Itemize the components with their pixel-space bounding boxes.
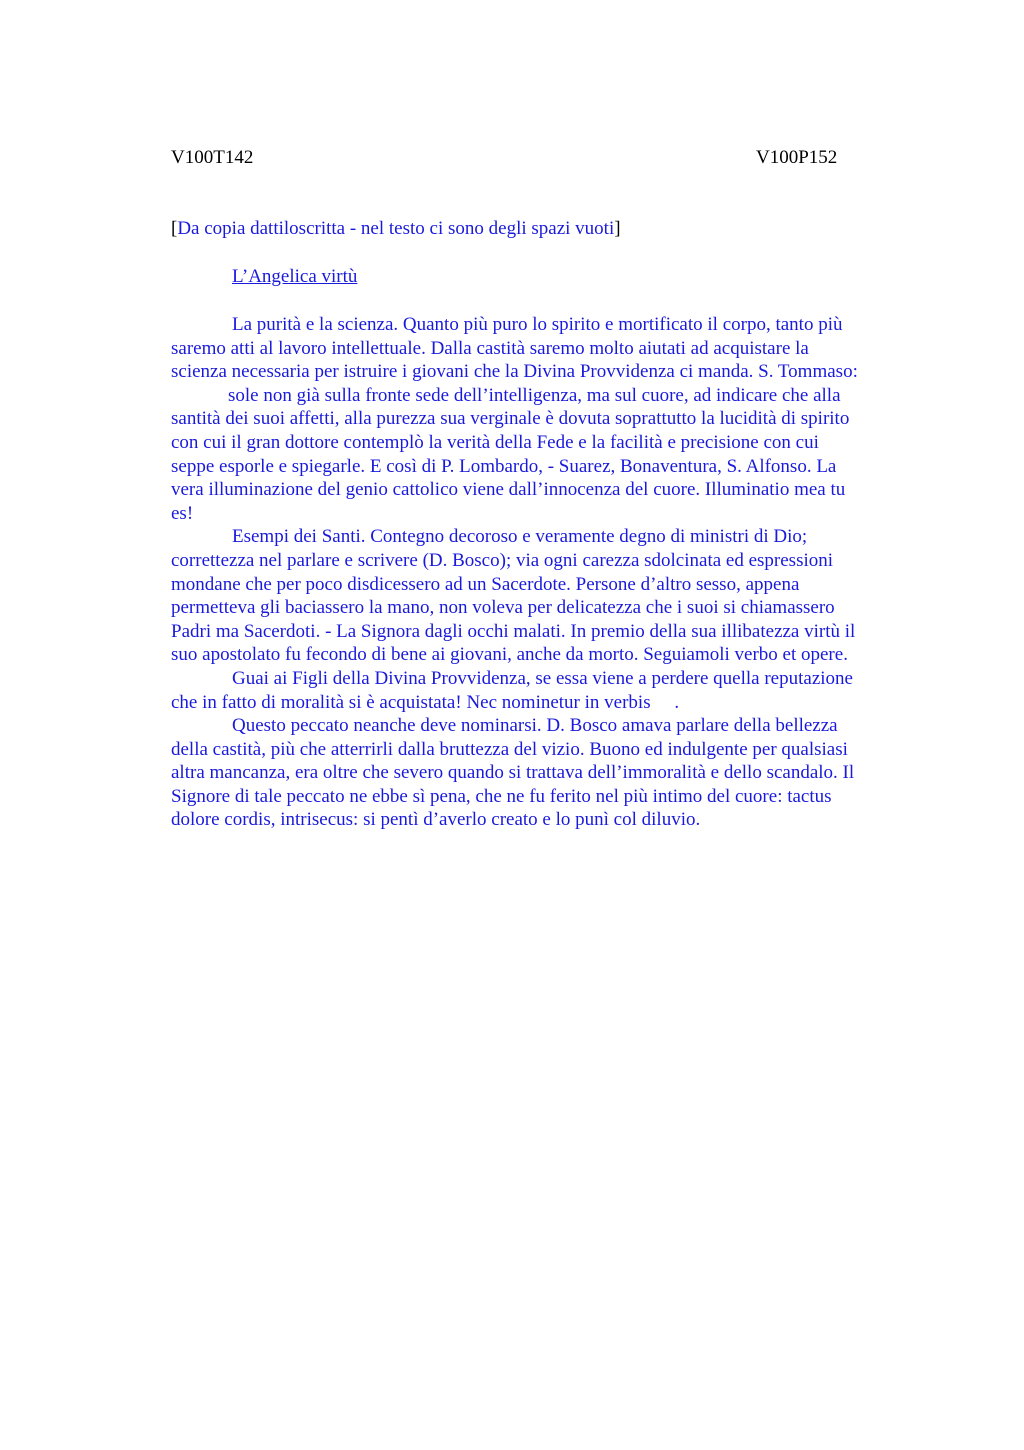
text-line: Esempi dei Santi. Contegno decoroso e veramente degno di ministri di Dio; [232, 526, 808, 548]
header-right-code: V100P152 [756, 147, 838, 168]
document-page [171, 0, 931, 1450]
text-line: che in fatto di moralità si è acquistata! Nec nominetur in verbis . [171, 691, 680, 713]
paragraph-esempi [171, 525, 931, 667]
note-open-bracket: [ [171, 218, 178, 239]
text-line: La purità e la scienza. Quanto più puro lo spirito e mortificato il corpo, tanto più [232, 314, 843, 335]
text-line: Signore di tale peccato ne ebbe sì pena, che ne fu ferito nel più intimo del cuore: tactus [171, 785, 832, 807]
paragraph-guai [171, 667, 931, 714]
paragraph-peccato [171, 714, 931, 832]
note-close-bracket: ] [614, 218, 621, 239]
paragraph-purita [171, 313, 931, 525]
text-line: suo apostolato fu fecondo di bene ai giovani, anche da morto. Seguiamoli verbo et opere. [171, 644, 848, 666]
header-left-code: V100T142 [171, 147, 254, 168]
text-line: altra mancanza, era oltre che severo quando si trattava dell’immoralità e dello scandalo. Il [171, 762, 855, 784]
text-line: seppe esporle e spiegarle. E così di P. Lombardo, - Suarez, Bonaventura, S. Alfonso. La [171, 455, 837, 477]
section-title: L’Angelica virtù [232, 266, 358, 287]
text-line: santità dei suoi affetti, alla purezza sua verginale è dovuta soprattutto la lucidità di spirito [171, 408, 850, 430]
transcription-note [171, 218, 621, 240]
text-line: della castità, più che atterrirli dalla bruttezza del vizio. Buono ed indulgente per qualsiasi [171, 738, 848, 760]
text-line: Guai ai Figli della Divina Provvidenza, se essa viene a perdere quella reputazione [232, 667, 853, 689]
text-line: es! [171, 502, 194, 524]
text-line: correttezza nel parlare e scrivere (D. Bosco); via ogni carezza sdolcinata ed espressioni [171, 549, 834, 571]
text-line: sole non già sulla fronte sede dell’intelligenza, ma sul cuore, ad indicare che alla [171, 384, 841, 406]
text-line: scienza necessaria per istruire i giovani che la Divina Provvidenza ci manda. S. Tommaso: [171, 361, 858, 383]
text-line: Padri ma Sacerdoti. - La Signora dagli occhi malati. In premio della sua illibatezza virtù il [171, 620, 856, 642]
text-line: vera illuminazione del genio cattolico viene dall’innocenza del cuore. Illuminatio mea tu [171, 479, 846, 501]
text-line: permetteva gli baciassero la mano, non voleva per delicatezza che i suoi si chiamassero [171, 597, 835, 619]
text-line: con cui il gran dottore contemplò la verità della Fede e la facilità e precisione con cui [171, 431, 819, 453]
text-line: mondane che per poco disdicessero ad un Sacerdote. Persone d’altro sesso, appena [171, 573, 800, 595]
text-line: dolore cordis, intrisecus: si pentì d’averlo creato e lo punì col diluvio. [171, 809, 701, 831]
text-line: Questo peccato neanche deve nominarsi. D. Bosco amava parlare della bellezza [232, 715, 838, 737]
text-line: saremo atti al lavoro intellettuale. Dalla castità saremo molto aiutati ad acquistare la [171, 337, 809, 359]
body-text [171, 313, 931, 832]
note-text: Da copia dattiloscritta - nel testo ci sono degli spazi vuoti [177, 218, 615, 239]
